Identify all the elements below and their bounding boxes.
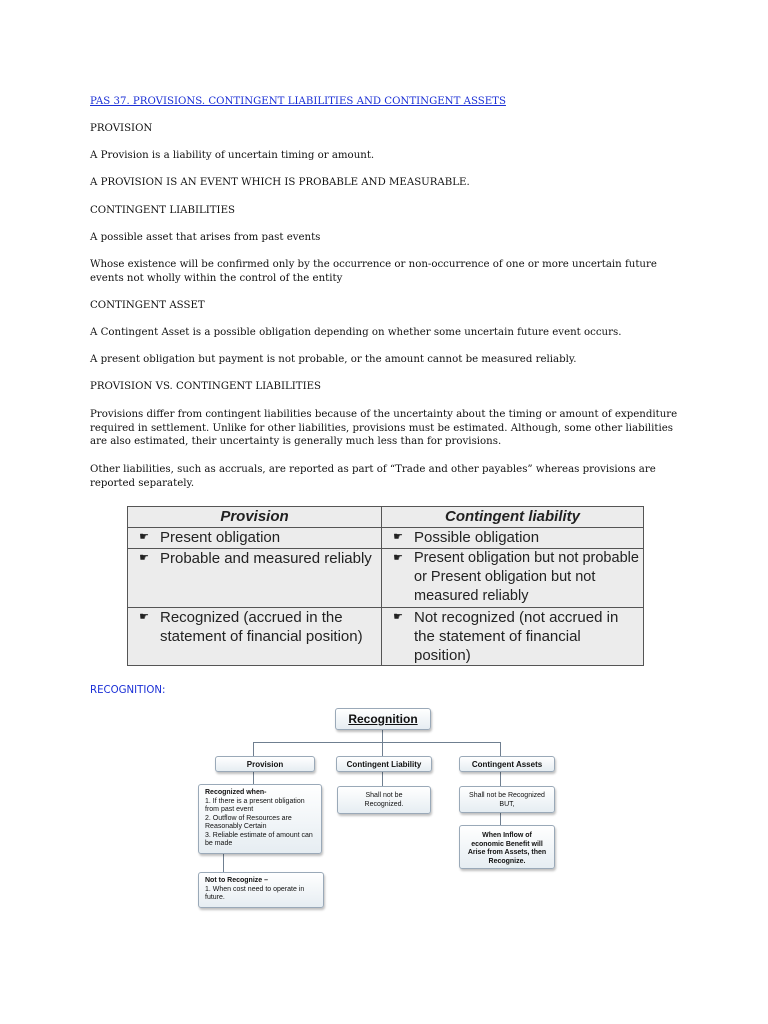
paragraph: A present obligation but payment is not probable, or the amount cannot be measured reliably. <box>90 354 577 365</box>
connector-line <box>253 742 500 743</box>
diagram-assets-inflow-box: When Inflow of economic Benefit will Arise from Assets, then Recognize. <box>459 825 555 869</box>
pointing-hand-icon: ☛ <box>139 531 149 543</box>
cell-text: Not recognized (not accrued in the statement of financial position) <box>414 609 619 664</box>
table-header: Contingent liability <box>382 507 644 528</box>
diagram-branch-provision: Provision <box>215 756 315 772</box>
diagram-branch-contingent-assets: Contingent Assets <box>459 756 555 772</box>
connector-line <box>382 772 383 786</box>
table-row <box>128 528 644 549</box>
connector-line <box>253 742 254 756</box>
heading-provision: PROVISION <box>90 123 153 134</box>
connector-line <box>223 852 224 872</box>
table-cell <box>128 549 382 608</box>
connector-line <box>500 742 501 756</box>
paragraph: A possible asset that arises from past events <box>90 232 321 243</box>
cell-text: Recognized (accrued in the statement of financial position) <box>160 609 363 645</box>
table-row <box>128 608 644 666</box>
diagram-list-item: 1. When cost need to operate in future. <box>205 885 305 901</box>
heading-provision-vs-contingent: PROVISION VS. CONTINGENT LIABILITIES <box>90 381 322 392</box>
heading-contingent-asset: CONTINGENT ASSET <box>90 300 205 311</box>
connector-line <box>382 728 383 742</box>
recognition-diagram <box>193 700 573 912</box>
not-to-recognize-label: Not to Recognize – <box>205 877 269 884</box>
cell-text: Present obligation <box>160 529 281 546</box>
heading-contingent-liabilities: CONTINGENT LIABILITIES <box>90 205 235 216</box>
pointing-hand-icon: ☛ <box>139 611 149 623</box>
table-cell <box>382 608 644 666</box>
pointing-hand-icon: ☛ <box>393 531 403 543</box>
table-cell <box>128 608 382 666</box>
cell-text: Present obligation but not probable or Present obligation but not measured reliably <box>414 550 639 604</box>
pointing-hand-icon: ☛ <box>393 611 403 623</box>
diagram-list-item: 3. Reliable estimate of amount can be made <box>205 831 313 847</box>
pointing-hand-icon: ☛ <box>139 552 149 564</box>
paragraph: Whose existence will be confirmed only by the occurrence or non-occurrence of one or more uncertain future events not wholly within the control of the entity <box>90 259 657 284</box>
cell-text: Possible obligation <box>414 529 540 546</box>
connector-line <box>500 772 501 786</box>
diagram-provision-recognized-box <box>198 784 322 854</box>
table-cell <box>128 528 382 549</box>
diagram-list-item: 1. If there is a present obligation from past event <box>205 797 305 813</box>
table-row <box>128 549 644 608</box>
diagram-provision-not-box <box>198 872 324 908</box>
paragraph: Provisions differ from contingent liabilities because of the uncertainty about the timing or amount of expenditure required in settlement. Unlike for other liabilities, provisions must be estimated. Although, some other liabilities are also estimated, their uncertainty is generally much less than for provisions. <box>90 409 678 448</box>
heading-recognition: RECOGNITION: <box>90 685 166 696</box>
diagram-root-recognition: Recognition <box>335 708 431 730</box>
cell-text: Probable and measured reliably <box>160 550 372 567</box>
comparison-table <box>127 506 644 666</box>
table-cell <box>382 549 644 608</box>
paragraph: A Provision is a liability of uncertain timing or amount. <box>90 150 375 161</box>
pointing-hand-icon: ☛ <box>393 552 403 564</box>
recognized-when-label: Recognized when- <box>205 789 267 796</box>
table-cell <box>382 528 644 549</box>
connector-line <box>382 742 383 756</box>
document-title[interactable]: PAS 37. PROVISIONS. CONTINGENT LIABILITIES AND CONTINGENT ASSETS <box>90 96 506 107</box>
paragraph: A Contingent Asset is a possible obligation depending on whether some uncertain future event occurs. <box>90 327 622 338</box>
table-header: Provision <box>128 507 382 528</box>
diagram-assets-box: Shall not be Recognized BUT, <box>459 786 555 813</box>
table-header-row <box>128 507 644 528</box>
paragraph: Other liabilities, such as accruals, are reported as part of “Trade and other payables” whereas provisions are reported separately. <box>90 464 656 489</box>
paragraph: A PROVISION IS AN EVENT WHICH IS PROBABLE AND MEASURABLE. <box>90 177 470 188</box>
connector-line <box>500 813 501 825</box>
diagram-liability-box: Shall not be Recognized. <box>337 786 431 814</box>
diagram-branch-contingent-liability: Contingent Liability <box>336 756 432 772</box>
diagram-list-item: 2. Outflow of Resources are Reasonably Certain <box>205 814 292 830</box>
connector-line <box>253 772 254 784</box>
